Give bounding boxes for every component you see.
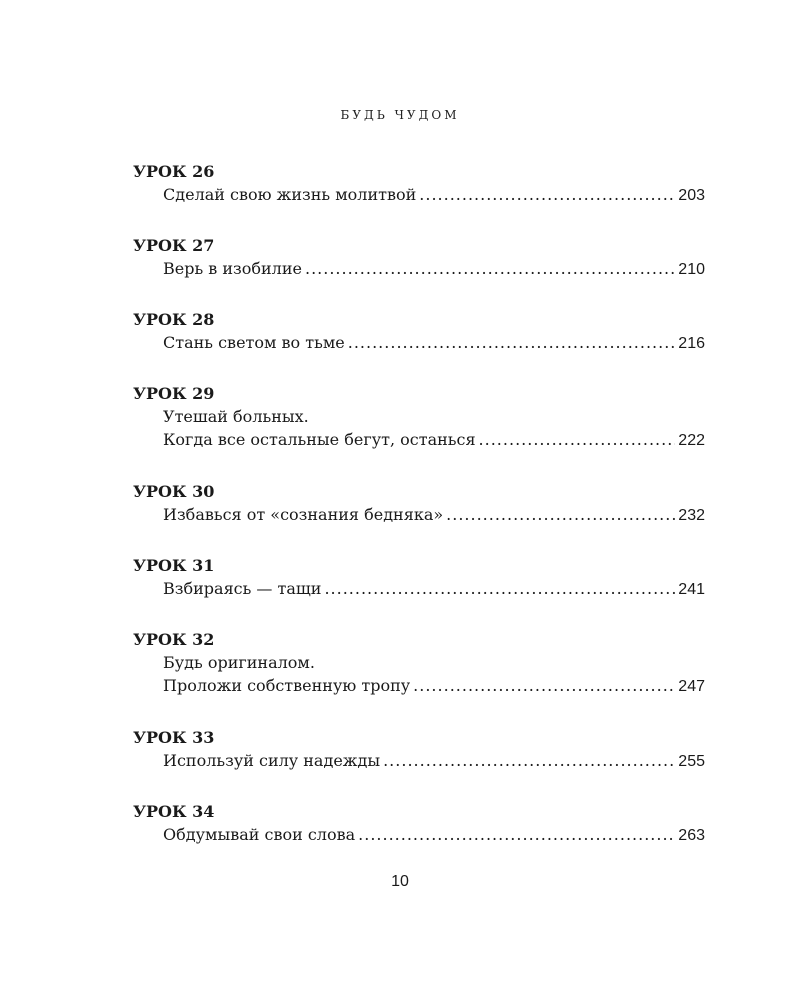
dot-leader — [479, 428, 676, 451]
dot-leader — [383, 749, 675, 772]
toc-lesson-26 — [133, 160, 705, 234]
dot-leader — [348, 331, 676, 354]
toc-lesson-34 — [133, 800, 705, 874]
toc-leader-line — [163, 183, 705, 207]
dot-leader — [419, 183, 675, 206]
toc-entry — [163, 257, 705, 281]
toc-lesson-31 — [133, 554, 705, 628]
toc-lesson-28 — [133, 308, 705, 382]
page-number: 255 — [678, 753, 705, 770]
toc-entry — [163, 749, 705, 773]
page-number: 247 — [678, 678, 705, 695]
dot-leader — [358, 823, 675, 846]
lesson-title: Используй силу надежды — [163, 751, 381, 770]
lesson-title: Проложи собственную тропу — [163, 676, 411, 695]
toc-leader-line — [163, 257, 705, 281]
lesson-title-line-1: Будь оригиналом. — [163, 653, 315, 672]
toc-lesson-29 — [133, 382, 705, 480]
toc-leader-line — [163, 823, 705, 847]
toc-entry — [163, 405, 705, 452]
lesson-title: Стань светом во тьме — [163, 333, 345, 352]
toc-leader-line — [163, 749, 705, 773]
table-of-contents — [133, 160, 705, 874]
page-number: 216 — [678, 335, 705, 352]
toc-entry — [163, 183, 705, 207]
toc-entry — [163, 503, 705, 527]
dot-leader — [446, 503, 675, 526]
running-head: БУДЬ ЧУДОМ — [340, 108, 460, 122]
lesson-heading: УРОК 28 — [133, 310, 215, 329]
toc-lesson-32 — [133, 628, 705, 726]
toc-lesson-30 — [133, 480, 705, 554]
lesson-title: Взбираясь — тащи — [163, 579, 322, 598]
toc-lesson-33 — [133, 726, 705, 800]
lesson-heading: УРОК 32 — [133, 630, 215, 649]
lesson-title: Сделай свою жизнь молитвой — [163, 185, 417, 204]
page-folio: 10 — [391, 873, 409, 890]
dot-leader — [413, 674, 675, 697]
lesson-heading: УРОК 34 — [133, 802, 215, 821]
lesson-heading: УРОК 33 — [133, 728, 215, 747]
lesson-title: Когда все остальные бегут, останься — [163, 430, 476, 449]
lesson-title-line-1: Утешай больных. — [163, 407, 309, 426]
toc-entry — [163, 577, 705, 601]
lesson-heading: УРОК 27 — [133, 236, 215, 255]
toc-leader-line — [163, 577, 705, 601]
toc-leader-line — [163, 331, 705, 355]
toc-lesson-27 — [133, 234, 705, 308]
lesson-heading: УРОК 31 — [133, 556, 215, 575]
toc-leader-line — [163, 428, 705, 452]
page-number: 203 — [678, 187, 705, 204]
page-number: 263 — [678, 827, 705, 844]
toc-entry — [163, 823, 705, 847]
toc-entry — [163, 651, 705, 698]
dot-leader — [324, 577, 675, 600]
lesson-title: Обдумывай свои слова — [163, 825, 356, 844]
toc-leader-line — [163, 674, 705, 698]
lesson-heading: УРОК 26 — [133, 162, 215, 181]
page-number: 210 — [678, 261, 705, 278]
page-number: 222 — [678, 432, 705, 449]
toc-leader-line — [163, 503, 705, 527]
lesson-heading: УРОК 30 — [133, 482, 215, 501]
lesson-heading: УРОК 29 — [133, 384, 215, 403]
page-number: 241 — [678, 581, 705, 598]
toc-entry — [163, 331, 705, 355]
dot-leader — [305, 257, 675, 280]
page-number: 232 — [678, 507, 705, 524]
lesson-title: Избавься от «сознания бедняка» — [163, 505, 444, 524]
lesson-title: Верь в изобилие — [163, 259, 302, 278]
